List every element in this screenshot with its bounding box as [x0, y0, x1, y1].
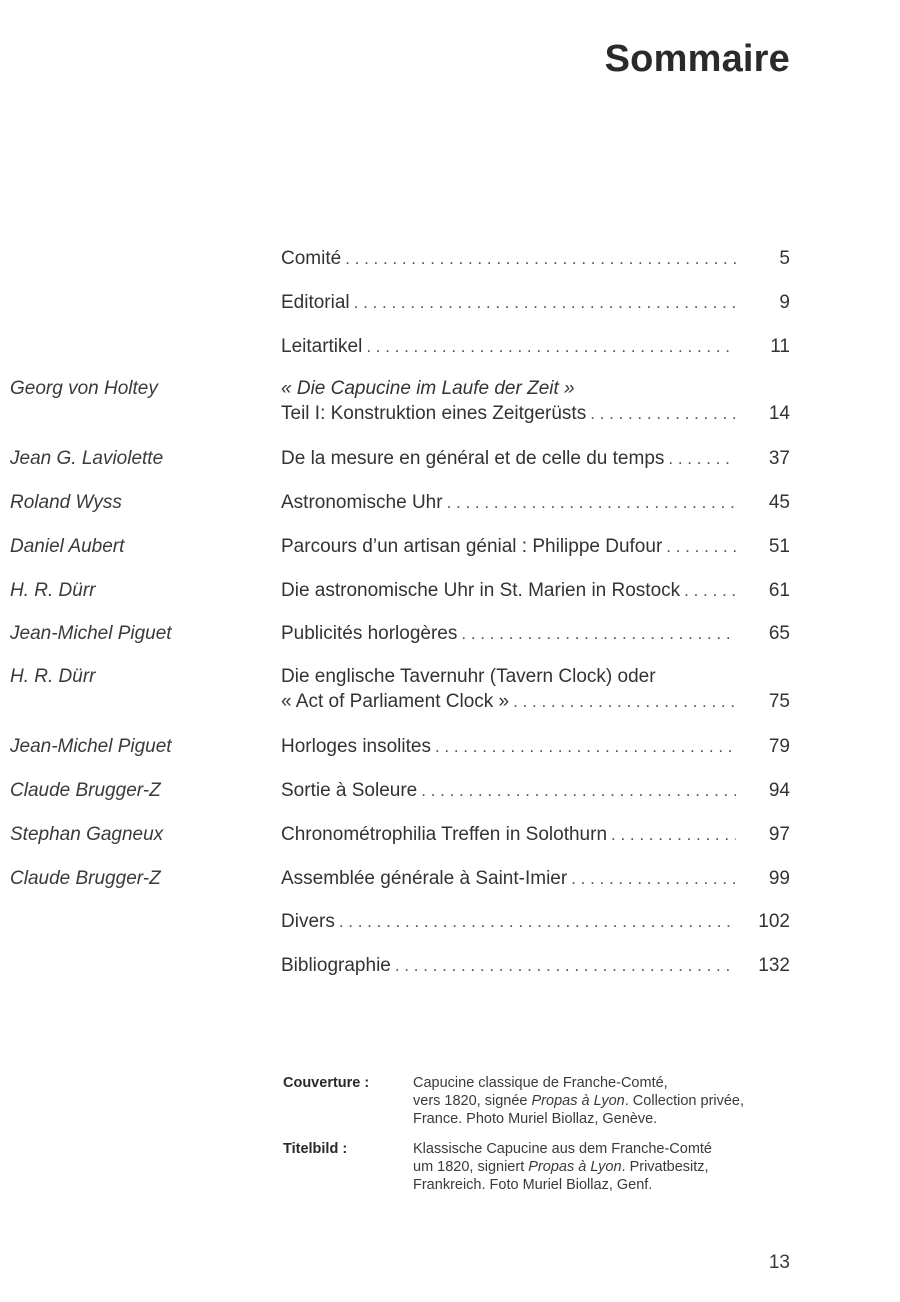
- caption-label: Couverture :: [283, 1075, 370, 1091]
- toc-page-number: 5: [779, 248, 790, 269]
- toc-author: Roland Wyss: [10, 492, 122, 513]
- dot-leader: [590, 401, 736, 426]
- dot-leader: [668, 446, 736, 471]
- dot-leader: [513, 689, 736, 714]
- toc-author: Daniel Aubert: [10, 536, 125, 557]
- caption-signature: Propas à Lyon: [531, 1093, 625, 1109]
- toc-author: H. R. Dürr: [10, 666, 96, 687]
- toc-content: [281, 578, 790, 603]
- page-title: Sommaire: [604, 38, 790, 80]
- dot-leader: [571, 866, 736, 891]
- toc-content: [281, 246, 790, 271]
- dot-leader: [611, 822, 736, 847]
- toc-author: Jean G. Laviolette: [10, 448, 164, 469]
- toc-author: Claude Brugger-Z: [10, 868, 161, 889]
- toc-page-number: 61: [768, 580, 790, 601]
- caption-text-part: France. Photo Muriel Biollaz, Genève.: [413, 1111, 658, 1127]
- toc-title: De la mesure en général et de celle du temps: [281, 448, 665, 469]
- toc-title: Sortie à Soleure: [281, 780, 418, 801]
- dot-leader: [421, 778, 736, 803]
- toc-page-number: 65: [768, 623, 790, 644]
- dot-leader: [345, 246, 736, 271]
- toc-content: [281, 953, 790, 978]
- toc-page-number: 132: [758, 955, 790, 976]
- toc-page-number: 79: [768, 736, 790, 757]
- toc-page-number: 14: [768, 403, 790, 424]
- toc-content: [281, 909, 790, 934]
- caption-text-part: Frankreich. Foto Muriel Biollaz, Genf.: [413, 1177, 653, 1193]
- dot-leader: [339, 909, 736, 934]
- toc-content: [281, 446, 790, 471]
- toc-author: Stephan Gagneux: [10, 824, 164, 845]
- toc-content: [281, 490, 790, 515]
- caption-text-part: um 1820, signiert: [413, 1159, 529, 1175]
- toc-page-number: 11: [770, 336, 790, 357]
- dot-leader: [666, 534, 736, 559]
- dot-leader: [461, 621, 736, 646]
- toc-title: Assemblée générale à Saint-Imier: [281, 868, 568, 889]
- toc-content: [281, 376, 790, 426]
- toc-content: [281, 290, 790, 315]
- toc-author: Claude Brugger-Z: [10, 780, 161, 801]
- toc-title: Publicités horlogères: [281, 623, 458, 644]
- toc-title: Die astronomische Uhr in St. Marien in Rostock: [281, 580, 681, 601]
- dot-leader: [366, 334, 736, 359]
- toc-title: Chronométrophilia Treffen in Solothurn: [281, 824, 608, 845]
- toc-content: [281, 778, 790, 803]
- dot-leader: [684, 578, 736, 603]
- toc-title: Astronomische Uhr: [281, 492, 443, 513]
- toc-title: Horloges insolites: [281, 736, 431, 757]
- dot-leader: [395, 953, 736, 978]
- toc-title: Divers: [281, 911, 335, 932]
- toc-page-number: 37: [768, 448, 790, 469]
- dot-leader: [447, 490, 736, 515]
- toc-author: Georg von Holtey: [10, 378, 158, 399]
- toc-page-number: 94: [768, 780, 790, 801]
- toc-content: [281, 822, 790, 847]
- toc-content: [281, 621, 790, 646]
- caption-text-part: vers 1820, signée: [413, 1093, 532, 1109]
- toc-page-number: 97: [768, 824, 790, 845]
- toc-page-number: 99: [768, 868, 790, 889]
- toc-title-line: « Die Capucine im Laufe der Zeit »: [281, 378, 575, 399]
- toc-page-number: 75: [768, 691, 790, 712]
- toc-content: [281, 734, 790, 759]
- toc-page-number: 45: [768, 492, 790, 513]
- toc-author: H. R. Dürr: [10, 580, 96, 601]
- toc-title: Editorial: [281, 292, 350, 313]
- toc-page-number: 102: [758, 911, 790, 932]
- caption-label: Titelbild :: [283, 1141, 348, 1157]
- caption-text-part: Klassische Capucine aus dem Franche-Comté: [413, 1141, 712, 1157]
- dot-leader: [354, 290, 736, 315]
- toc-author: Jean-Michel Piguet: [10, 623, 172, 644]
- toc-page-number: 51: [768, 536, 790, 557]
- caption-text-part: . Privatbesitz,: [621, 1159, 709, 1175]
- cover-caption: [283, 1074, 803, 1206]
- caption-text-part: Capucine classique de Franche-Comté,: [413, 1075, 668, 1091]
- toc-title: Bibliographie: [281, 955, 391, 976]
- toc-title-line: Die englische Tavernuhr (Tavern Clock) oder: [281, 666, 656, 687]
- caption-text-part: . Collection privée,: [624, 1093, 745, 1109]
- toc-content: [281, 664, 790, 714]
- toc-title: Leitartikel: [281, 336, 363, 357]
- toc-title: Teil I: Konstruktion eines Zeitgerüsts: [281, 403, 587, 424]
- toc-title: Comité: [281, 248, 342, 269]
- page-number: 13: [768, 1252, 790, 1273]
- caption-text: [413, 1074, 803, 1128]
- caption-titelbild: [283, 1140, 803, 1194]
- toc-content: [281, 334, 790, 359]
- caption-signature: Propas à Lyon: [528, 1159, 622, 1175]
- toc-content: [281, 534, 790, 559]
- caption-text: [413, 1140, 803, 1194]
- toc-title: « Act of Parliament Clock »: [281, 691, 510, 712]
- toc-author: Jean-Michel Piguet: [10, 736, 172, 757]
- toc-title: Parcours d’un artisan génial : Philippe Dufour: [281, 536, 663, 557]
- toc-page-number: 9: [779, 292, 790, 313]
- caption-couverture: [283, 1074, 803, 1128]
- dot-leader: [435, 734, 736, 759]
- toc-content: [281, 866, 790, 891]
